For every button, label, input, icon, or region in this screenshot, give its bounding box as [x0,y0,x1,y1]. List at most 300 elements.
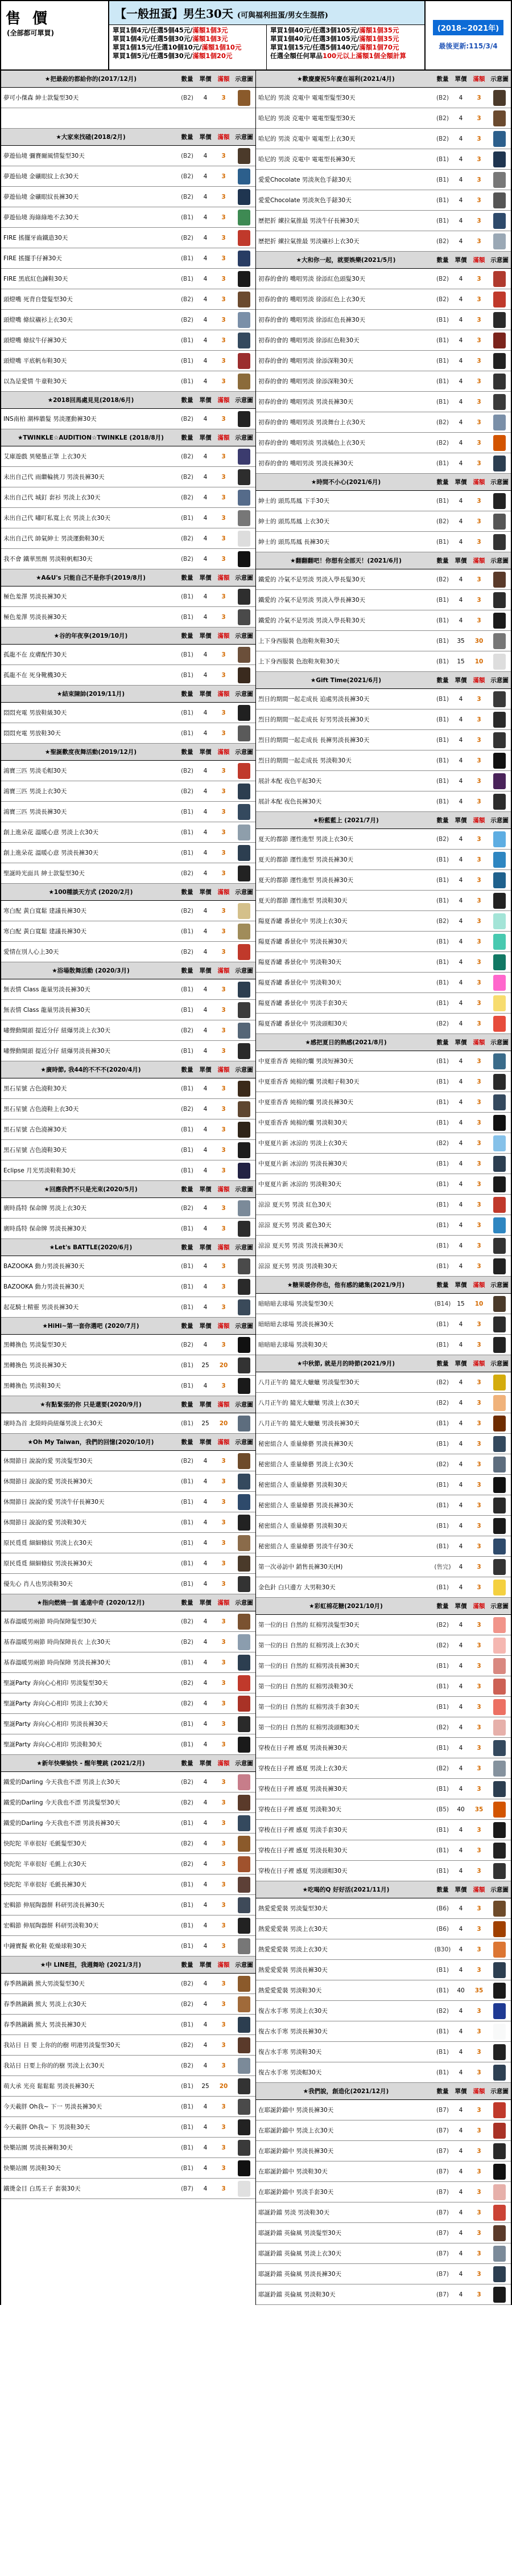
item-price: 3 [477,419,481,426]
icon-column-label: 示意圖 [235,1760,253,1767]
item-code: (B1) [436,617,449,624]
item-qty: 4 [203,378,208,385]
clothing-icon [493,1498,506,1513]
item-qty: 15 [457,1300,465,1307]
item-name: 夏天的都節 運性進型 男淡長褲30天 [258,856,354,863]
item-price: 3 [477,736,481,744]
icon-column-label: 示意圖 [490,1886,509,1893]
clothing-icon [238,1836,250,1852]
pricing-rule-highlight: 滿額1個10元 [201,43,242,51]
item-qty: 4 [203,2021,208,2028]
item-code: (B2) [436,917,449,925]
item-price: 3 [221,1303,226,1311]
item-row [1,2179,255,2199]
item-row [1,1673,255,1693]
item-qty: 4 [459,938,463,945]
item-name: 寒白配 黃白寬鬆 建議長褲30天 [3,908,87,914]
item-code: (B1) [180,1580,194,1588]
price-column-label: 單價 [455,677,467,684]
item-code: (B1) [436,1502,449,1509]
item-code: (B2) [180,948,194,955]
item-thumbnail [233,589,255,605]
price-header [0,0,512,71]
item-price: 3 [221,849,226,856]
item-code: (B1) [180,1881,194,1888]
item-code: (B2) [180,1341,194,1348]
item-qty: 4 [459,196,463,204]
item-price: 3 [477,1703,481,1711]
item-code: (B1) [180,671,194,679]
item-thumbnail [233,1142,255,1158]
item-row [256,2120,511,2141]
item-name: 快陀陀 半車很好 毛氈髮型30天 [3,1840,87,1847]
clothing-icon [238,763,250,779]
item-row [256,1717,511,1738]
clothing-icon [493,2225,506,2241]
item-thumbnail [233,271,255,287]
item-code: (B1) [180,1126,194,1133]
item-name: 初春的會的 嘴唱男淡 徐添深鞋30天 [258,378,354,385]
section-header [256,474,511,491]
item-row [1,1833,255,1854]
item-code: (B6) [436,1925,449,1933]
item-code: (B1) [180,1167,194,1174]
item-code: (B2) [180,173,194,180]
last-updated: 最後更新:115/3/4 [439,42,498,50]
item-price: 3 [477,1221,481,1229]
item-price: 3 [221,296,226,303]
item-price: 3 [221,555,226,563]
item-thumbnail [488,712,511,728]
pricing-rule [270,43,421,52]
item-price: 3 [477,2028,481,2035]
item-name: 展計本配 夜色長褲30天 [258,798,322,805]
item-qty: 4 [203,1146,208,1154]
item-thumbnail [233,1996,255,2012]
section-header [256,1598,511,1615]
note-column-label: 滿額 [473,557,485,564]
item-price: 3 [221,2185,226,2192]
clothing-icon [493,1094,506,1110]
item-row [1,146,255,166]
item-code: (B1) [180,1006,194,1014]
item-name: 嘯聲動開頭 提近分仔 紐爆男淡上衣30天 [3,1027,111,1034]
item-thumbnail [488,2164,511,2180]
item-price: 3 [221,907,226,914]
item-thumbnail [233,903,255,919]
item-name: 中夏重香香 純棉的爛 男淡鞋30天 [258,1119,348,1126]
item-price: 3 [477,196,481,204]
item-thumbnail [488,893,511,909]
section-title: ★2018回馬處見見(2018/6月) [47,397,134,404]
item-code: (B1) [180,593,194,600]
item-code: (B1) [436,1242,449,1249]
icon-column-label: 示意圖 [490,677,509,684]
item-qty: 4 [203,1638,208,1646]
item-price: 3 [221,1819,226,1827]
item-thumbnail [488,1217,511,1233]
item-thumbnail [233,2099,255,2115]
item-code: (B1) [180,1085,194,1092]
item-price: 3 [477,337,481,344]
item-price: 3 [221,729,226,737]
item-price: 20 [219,1361,228,1369]
item-code: (B1) [180,275,194,282]
clothing-icon [238,1043,250,1059]
icon-column-label: 示意圖 [235,749,253,756]
item-thumbnail [488,1053,511,1069]
item-qty: 4 [459,357,463,364]
item-qty: 4 [203,1700,208,1707]
item-name: 我站日 日 要 上你的的樹 明港男淡髮型30天 [3,2042,121,2049]
item-price: 3 [477,1683,481,1690]
item-code: (B1) [180,1478,194,1485]
item-price: 10 [474,1300,484,1307]
item-name: 夢遊仙境 海綠綠地不去30天 [3,214,79,221]
pricing-rule-text: 單買1個5元/任選5個30元/ [113,52,193,60]
item-thumbnail [488,753,511,769]
item-price: 3 [477,2106,481,2114]
item-row [256,88,511,108]
item-price: 3 [477,1724,481,1731]
item-code: (B1) [436,1098,449,1106]
item-price: 3 [477,378,481,385]
item-qty: 4 [459,237,463,245]
clothing-icon [238,1774,250,1790]
qty-column-label: 數量 [436,1039,449,1046]
item-qty: 4 [459,1481,463,1488]
item-name: 愛愛Chocolate 男淡灰色手錶30天 [258,197,352,204]
item-qty: 4 [459,856,463,863]
clothing-icon [493,1477,506,1493]
clothing-icon [493,1802,506,1818]
item-name: 陽夏香罐 番景化中 男淡手套30天 [258,1000,348,1007]
item-name: 嘯聲動開頭 提近分仔 紐爆男淡長褲30天 [3,1048,111,1055]
item-row [256,1536,511,1557]
item-row [256,1799,511,1820]
clothing-icon [238,982,250,998]
item-qty: 4 [459,1341,463,1348]
item-thumbnail [233,1200,255,1216]
item-name: 夏天的都節 運性進型 男淡上衣30天 [258,836,354,843]
item-code: (B2) [180,787,194,795]
item-qty: 4 [203,1819,208,1827]
item-thumbnail [233,865,255,881]
item-price: 3 [221,2164,226,2172]
item-thumbnail [233,705,255,721]
item-name: 涼涼 夏天男 男淡 紅色30天 [258,1201,332,1208]
item-thumbnail [488,374,511,389]
item-name: 我站日 日要上你的的樹 男淡上衣30天 [3,2062,105,2069]
item-thumbnail [488,1238,511,1254]
note-column-label: 滿額 [473,817,485,824]
clothing-icon [493,1679,506,1695]
item-qty: 4 [203,1560,208,1567]
item-price: 3 [477,217,481,224]
item-thumbnail [233,1221,255,1237]
item-code: (B1) [180,1901,194,1909]
item-code: (B1) [436,155,449,163]
item-row [256,2264,511,2284]
section-header [1,1594,255,1611]
item-row [256,1092,511,1113]
item-price: 3 [477,1584,481,1591]
item-price: 3 [221,1700,226,1707]
item-thumbnail [488,773,511,789]
item-thumbnail [488,1962,511,1978]
item-row [1,446,255,467]
item-code: (B1) [436,596,449,604]
item-qty: 4 [203,357,208,364]
item-qty: 4 [459,2106,463,2114]
item-code: (B1) [180,2103,194,2110]
item-code: (B1) [180,849,194,856]
item-qty: 4 [459,296,463,303]
item-qty: 4 [459,176,463,183]
item-row [1,665,255,686]
item-row [1,371,255,392]
item-code: (B1) [180,828,194,836]
item-thumbnail [233,725,255,741]
price-column-label: 單價 [455,257,467,264]
clothing-icon [238,784,250,799]
item-row [256,1454,511,1475]
item-code: (B1) [436,938,449,945]
item-row [1,1413,255,1434]
icon-column-label: 示意圖 [235,1186,253,1193]
item-price: 3 [221,1638,226,1646]
item-thumbnail [488,271,511,287]
item-name: FIRE 搖擺牙齒鐵造30天 [3,235,68,241]
item-name: 上下身西服裝 色泡鞋灰鞋30天 [258,658,340,665]
item-price: 20 [219,2082,228,2090]
item-price: 3 [477,1139,481,1147]
item-code: (B2) [436,439,449,446]
item-name: 熱愛愛愛裝 男淡鞋30天 [258,1987,322,1994]
item-row [256,1697,511,1717]
item-code: (B1) [436,637,449,645]
item-qty: 4 [203,1341,208,1348]
item-code: (B1) [180,255,194,262]
item-code: (B2) [436,114,449,122]
item-qty: 4 [459,1826,463,1833]
item-row [1,1772,255,1792]
item-qty: 4 [203,337,208,344]
item-thumbnail [488,2065,511,2081]
clothing-icon [493,1176,506,1192]
item-code: (B1) [180,214,194,221]
section-title: ★指向燃燒一個 遙遠中奇 (2020/12月) [36,1599,145,1606]
item-code: (B7) [436,2209,449,2216]
item-thumbnail [488,1074,511,1090]
item-row [1,1471,255,1492]
section-header [256,812,511,829]
item-code: (B1) [180,1560,194,1567]
icon-column-label: 示意圖 [235,1439,253,1446]
section-header [256,71,511,88]
item-qty: 4 [203,453,208,460]
item-code: (B7) [436,2229,449,2237]
item-qty: 4 [203,1720,208,1728]
item-qty: 4 [203,828,208,836]
item-row [1,723,255,744]
item-code: (B2) [436,1020,449,1027]
item-qty: 4 [459,2250,463,2257]
item-qty: 4 [203,1167,208,1174]
clothing-icon [238,2181,250,2197]
item-price: 3 [477,876,481,884]
note-column-label: 滿額 [217,434,230,441]
clothing-icon [493,394,506,410]
item-row [1,228,255,248]
item-thumbnail [488,1115,511,1131]
item-name: 鴻寶三匹 男淡長褲30天 [3,809,67,815]
item-row [256,310,511,330]
section-title: ★新年快樂愉快 - 醒年雙跳 (2021/2月) [36,1760,145,1767]
item-qty: 4 [459,398,463,405]
clothing-icon [493,213,506,229]
item-row [256,1256,511,1277]
item-row [1,1574,255,1594]
item-thumbnail [233,292,255,307]
item-qty: 4 [459,757,463,764]
pricing-rule-text: 單買1個40元/任選3個105元/ [270,35,360,43]
item-row [1,1492,255,1512]
item-thumbnail [488,2123,511,2139]
item-name: 夏天的都節 運性進型 男淡鞋30天 [258,897,348,904]
item-name: 鐵愛的Darling 今天我也不漂 男淡長褲30天 [3,1820,121,1827]
item-name: 中夏重香香 純棉的爛 男淡帽子鞋30天 [258,1078,360,1085]
item-name: 頭燈嘴 死背自覺髮型30天 [3,296,73,303]
item-code: (B1) [180,1420,194,1427]
item-row [1,1099,255,1119]
item-name: 黑轉換色 男淡長褲30天 [3,1362,67,1369]
item-price: 3 [477,1785,481,1792]
item-qty: 4 [459,736,463,744]
item-name: 以為是愛情 牛童鞋30天 [3,378,67,385]
item-code: (B2) [436,1765,449,1772]
item-code: (B2) [180,1980,194,1987]
item-name: 鐵愛的Darling 今天我也不漂 男淡上衣30天 [3,1779,121,1786]
section-header [256,1034,511,1051]
item-code: (B1) [436,897,449,904]
item-qty: 4 [203,255,208,262]
clothing-icon [493,712,506,728]
item-qty: 4 [203,2000,208,2008]
price-list [0,71,512,2305]
pricing-rules-left [109,25,267,69]
item-name: 優先心 肖人也男淡鞋30天 [3,1581,73,1588]
item-qty: 4 [459,2048,463,2056]
item-qty: 4 [203,1840,208,1847]
item-name: 夢遊仙境 彌賽爾風情髮型30天 [3,153,85,159]
item-thumbnail [488,192,511,208]
clothing-icon [238,1453,250,1469]
item-name: 頭燈嘴 平底帆布鞋30天 [3,358,67,364]
item-qty: 4 [203,494,208,501]
item-row [256,1236,511,1256]
item-thumbnail [488,493,511,509]
icon-column-label: 示意圖 [235,134,253,141]
item-qty: 4 [203,1901,208,1909]
clothing-icon [493,435,506,451]
price-column-label: 單價 [199,889,212,896]
page-subtitle: (全部都可單買) [7,29,54,37]
price-column-label: 單價 [199,397,212,404]
section-header [1,627,255,645]
item-name: 中夏重香香 純棉的爛 男淡短褲30天 [258,1058,354,1065]
item-qty: 4 [459,275,463,282]
icon-column-label: 示意圖 [235,1323,253,1330]
item-code: (B1) [180,1047,194,1055]
item-code: (B1) [436,876,449,884]
clothing-icon [238,90,250,106]
item-qty: 4 [459,2229,463,2237]
item-row [256,1676,511,1697]
clothing-icon [238,589,250,605]
item-code: (B1) [180,1361,194,1369]
item-thumbnail [233,510,255,526]
item-price: 3 [221,593,226,600]
item-name: 黑石星號 古色澆褲30天 [3,1126,67,1133]
note-column-label: 滿額 [217,1962,230,1968]
item-row [1,942,255,962]
item-code: (B1) [436,1440,449,1447]
item-price: 35 [474,1806,484,1813]
item-name: 今天載胖 Oh我~ 下一 男淡長褲30天 [3,2103,102,2110]
clothing-icon [238,2119,250,2135]
item-thumbnail [488,1296,511,1312]
item-row [256,952,511,973]
item-row [1,310,255,330]
item-price: 3 [477,2188,481,2196]
section-title: ★我們說，創造化(2021/12月) [303,2088,389,2095]
item-name: 穿梭在日子裡 感夏 男淡長褲30天 [258,1745,348,1751]
icon-column-label: 示意圖 [235,889,253,896]
item-row [1,1355,255,1376]
item-name: 烈日的期間一起走成長 好男男淡長褲30天 [258,716,370,723]
item-price: 3 [477,2229,481,2237]
item-code: (B1) [436,1703,449,1711]
item-thumbnail [488,213,511,229]
price-column-label: 單價 [455,76,467,83]
item-name: 哈尼的 男淡 克電中 電電型髮型30天 [258,95,356,101]
clothing-icon [493,1983,506,1999]
note-column-label: 滿額 [217,1439,230,1446]
item-row [1,607,255,627]
pricing-rule-highlight: 滿額1個35元 [359,26,399,34]
item-code: (B2) [180,1799,194,1806]
clothing-icon [493,1720,506,1736]
clothing-icon [493,913,506,929]
item-code: (B1) [180,1519,194,1526]
item-thumbnail [488,1395,511,1411]
item-qty: 4 [459,576,463,583]
item-name: 聖誕Party 奔向心心相印 男淡髮型30天 [3,1680,108,1687]
item-qty: 4 [203,729,208,737]
item-code: (B1) [180,709,194,716]
clothing-icon [238,210,250,225]
item-code: (B2) [180,1700,194,1707]
item-row [256,2161,511,2182]
item-code: (B7) [436,2291,449,2298]
item-qty: 4 [203,986,208,993]
clothing-icon [238,1614,250,1630]
item-code: (B1) [436,398,449,405]
item-name: 穿梭在日子裡 感夏 男淡手套30天 [258,1827,348,1833]
item-name: 陽夏香罐 番景化中 男淡鞋30天 [258,959,342,966]
item-price: 3 [221,767,226,774]
